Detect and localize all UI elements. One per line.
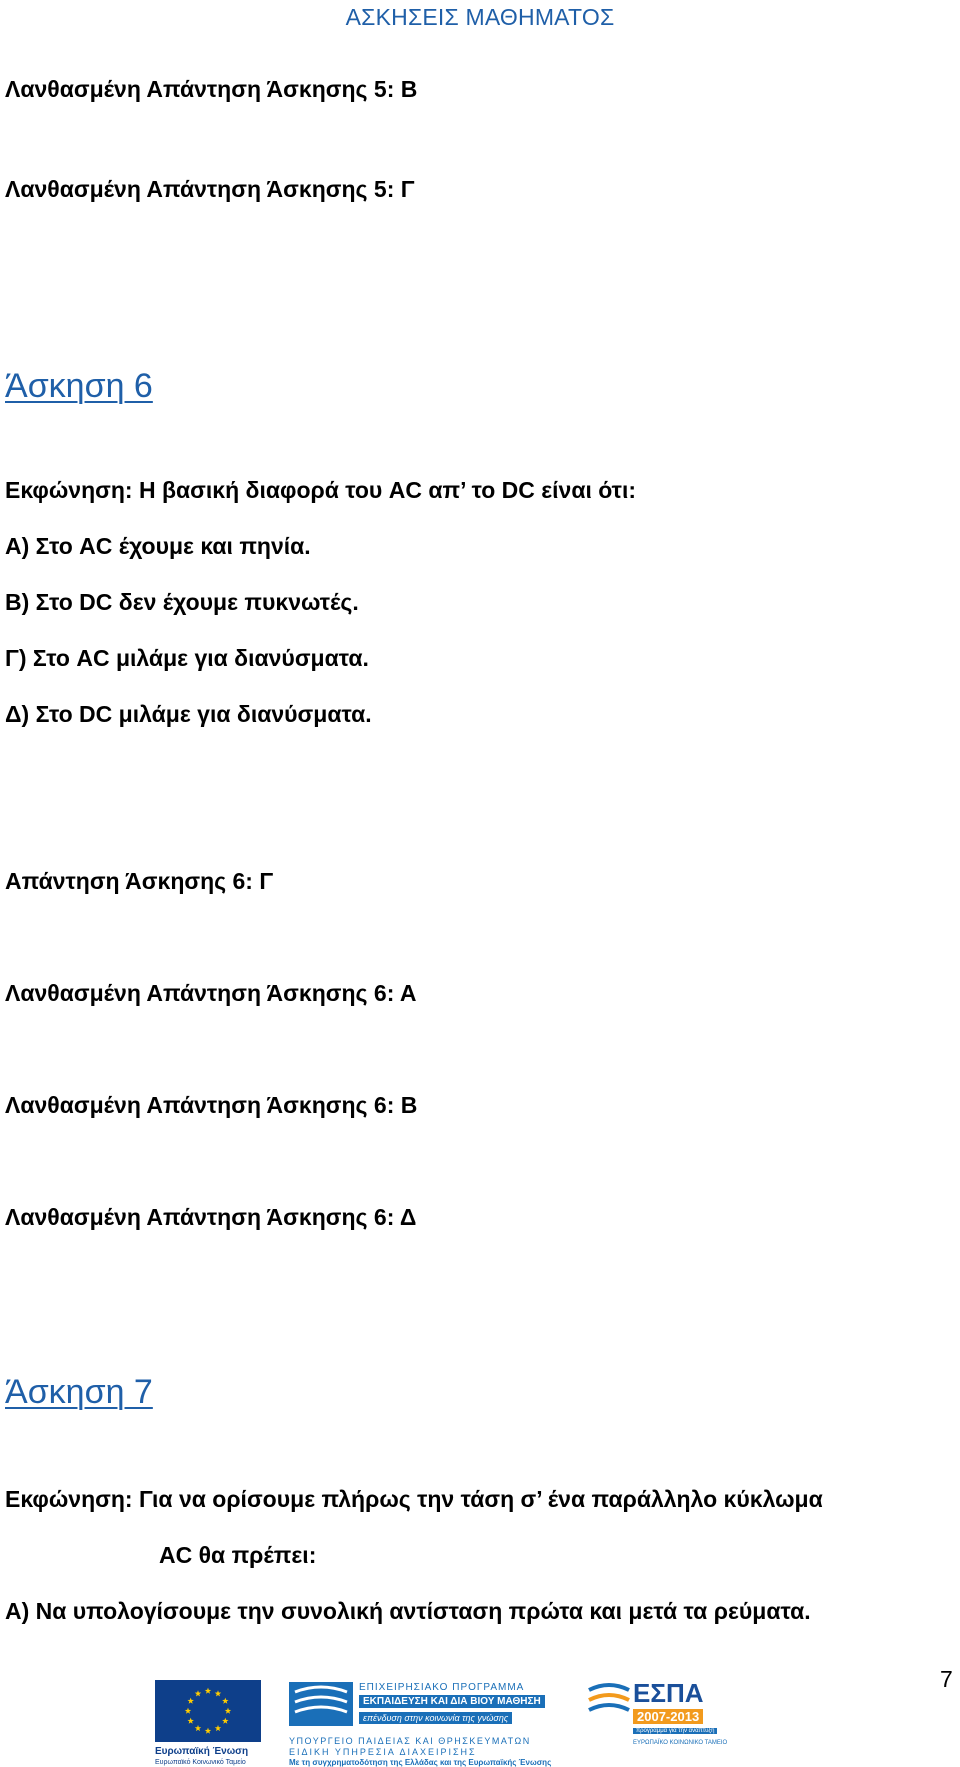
exercise-6-wrong-answer-d: Λανθασμένη Απάντηση Άσκησης 6: Δ — [5, 1204, 417, 1230]
program-title: ΕΠΙΧΕΙΡΗΣΙΑΚΟ ΠΡΟΓΡΑΜΜΑ — [359, 1682, 525, 1693]
exercise-6-option-d: Δ) Στο DC μιλάμε για διανύσματα. — [5, 701, 372, 727]
footer-logos — [155, 1672, 728, 1767]
ministry-name: ΥΠΟΥΡΓΕΙΟ ΠΑΙΔΕΙΑΣ ΚΑΙ ΘΡΗΣΚΕΥΜΑΤΩΝ — [289, 1736, 531, 1746]
exercise-6-wrong-answer-b: Λανθασμένη Απάντηση Άσκησης 6: Β — [5, 1092, 418, 1118]
cofund-note: Με τη συγχρηματοδότηση της Ελλάδας και της Ευρωπαϊκής Ένωσης — [289, 1758, 552, 1767]
exercise-6-statement: Εκφώνηση: Η βασική διαφορά του AC απ’ το DC είναι ότι: — [5, 477, 636, 503]
espa-logo — [587, 1678, 728, 1748]
wrong-answer-5-b: Λανθασμένη Απάντηση Άσκησης 5: Β — [5, 76, 418, 102]
program-slogan: επένδυση στην κοινωνία της γνώσης — [359, 1712, 512, 1724]
espa-emblem-icon — [587, 1678, 631, 1722]
program-emblem-icon — [289, 1678, 353, 1730]
running-header: ΑΣΚΗΣΕΙΣ ΜΑΘΗΜΑΤΟΣ — [345, 4, 615, 30]
program-logo — [289, 1678, 579, 1740]
exercise-7-heading: Άσκηση 7 — [5, 1373, 153, 1411]
eu-logo — [155, 1680, 265, 1766]
espa-tagline: πρόγραμμα για την ανάπτυξη — [633, 1728, 717, 1734]
exercise-7-statement-line-2: AC θα πρέπει: — [159, 1542, 317, 1568]
page-number: 7 — [940, 1666, 953, 1692]
eu-flag-icon — [155, 1680, 261, 1742]
agency-name: ΕΙΔΙΚΗ ΥΠΗΡΕΣΙΑ ΔΙΑΧΕΙΡΙΣΗΣ — [289, 1747, 477, 1757]
eu-name: Ευρωπαϊκή Ένωση — [155, 1746, 249, 1757]
exercise-6-answer: Απάντηση Άσκησης 6: Γ — [5, 868, 274, 894]
espa-years: 2007-2013 — [633, 1709, 703, 1724]
wrong-answer-5-c: Λανθασμένη Απάντηση Άσκησης 5: Γ — [5, 176, 415, 202]
espa-fund: ΕΥΡΩΠΑΪΚΟ ΚΟΙΝΩΝΙΚΟ ΤΑΜΕΙΟ — [633, 1740, 728, 1746]
exercise-6-wrong-answer-a: Λανθασμένη Απάντηση Άσκησης 6: Α — [5, 980, 417, 1006]
eu-fund: Ευρωπαϊκό Κοινωνικό Ταμείο — [155, 1759, 246, 1766]
exercise-6-option-b: Β) Στο DC δεν έχουμε πυκνωτές. — [5, 589, 359, 615]
exercise-7-option-a: Α) Να υπολογίσουμε την συνολική αντίσταση πρώτα και μετά τα ρεύματα. — [5, 1598, 811, 1624]
exercise-6-heading: Άσκηση 6 — [5, 367, 153, 405]
exercise-7-statement-line-1: Εκφώνηση: Για να ορίσουμε πλήρως την τάση σ’ ένα παράλληλο κύκλωμα — [5, 1486, 823, 1512]
program-subtitle: ΕΚΠΑΙΔΕΥΣΗ ΚΑΙ ΔΙΑ ΒΙΟΥ ΜΑΘΗΣΗ — [359, 1695, 545, 1708]
exercise-6-option-c: Γ) Στο AC μιλάμε για διανύσματα. — [5, 645, 369, 671]
espa-name: ΕΣΠΑ — [633, 1678, 704, 1708]
exercise-6-option-a: Α) Στο AC έχουμε και πηνία. — [5, 533, 311, 559]
